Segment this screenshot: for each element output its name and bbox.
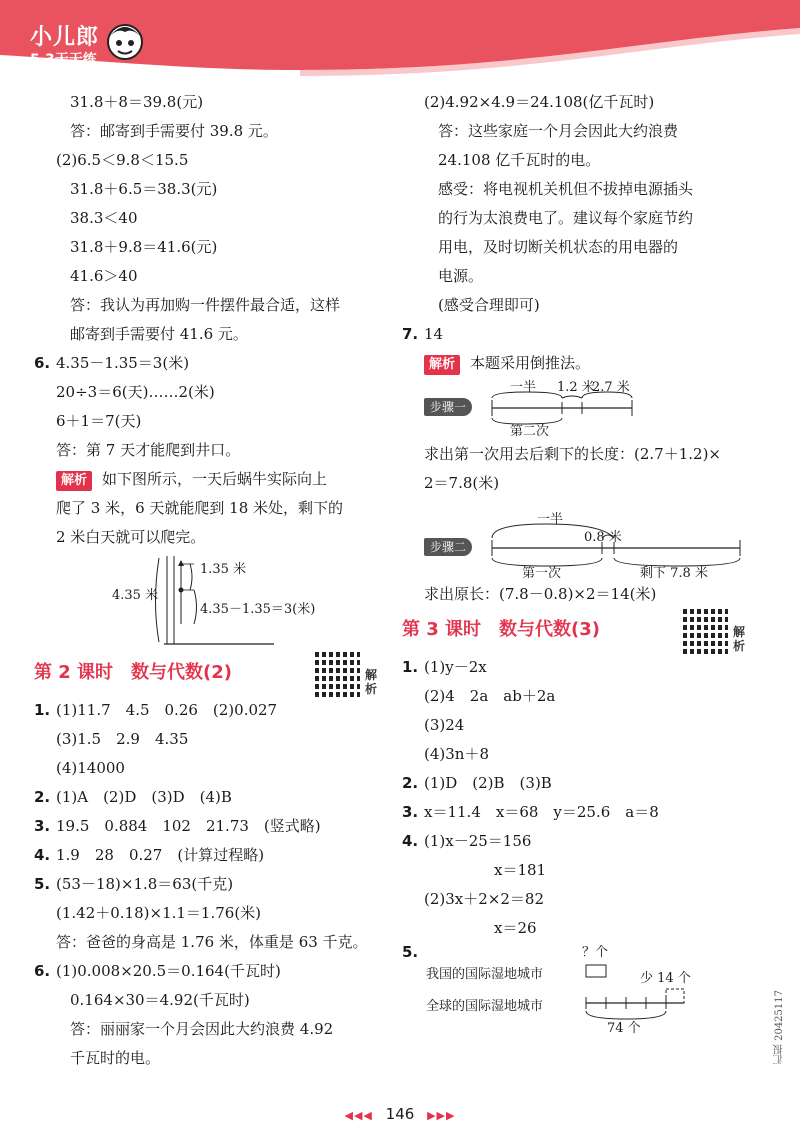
answer-line: (3)1.5 2.9 4.35: [56, 730, 189, 748]
half-label: 一半: [537, 512, 564, 527]
amount-label: 2.7 米: [592, 380, 630, 395]
answer-line: (4)14000: [56, 759, 125, 777]
answer-line: (4)3n＋8: [424, 745, 489, 763]
answer-line: (2)3x＋2×2＝82: [424, 890, 544, 908]
answer-line: 电源。: [438, 267, 484, 285]
answer-line: x＝11.4 x＝68 y＝25.6 a＝8: [424, 803, 659, 821]
answer-line: 14: [424, 325, 444, 343]
answer-line: 38.3＜40: [70, 209, 138, 227]
mascot-icon: [104, 18, 146, 68]
answer-line: (1)11.7 4.5 0.26 (2)0.027: [56, 701, 278, 719]
answer-line: 答：第 7 天才能爬到井口。: [56, 441, 241, 459]
well-depth-label: 4.35 米: [112, 588, 159, 603]
page-footer: [0, 1105, 800, 1123]
qr-code-icon[interactable]: [680, 609, 728, 657]
section-3-heading: 第 3 课时 数与代数(3): [402, 619, 601, 640]
step2-diagram: [402, 498, 770, 580]
row-label-global: 全球的国际湿地城市: [426, 999, 544, 1014]
amount-label: 1.2 米: [557, 380, 595, 395]
answer-line: 求出原长：(7.8－0.8)×2＝14(米): [424, 585, 657, 603]
brand-logo: [30, 20, 99, 69]
answer-line: 答：这些家庭一个月会因此大约浪费: [438, 122, 679, 140]
question-number: 5.: [34, 875, 51, 893]
answer-line: 31.8＋9.8＝41.6(元): [70, 238, 218, 256]
answer-line: (1.42＋0.18)×1.1＝1.76(米): [56, 904, 262, 922]
half-label: 一半: [510, 380, 537, 395]
analysis-text: 本题采用倒推法。: [470, 354, 591, 372]
side-code: 汇报 20425117: [774, 990, 785, 1065]
page-header: [0, 0, 800, 78]
first-use-label: 第一次: [522, 566, 562, 581]
question-number: 3.: [402, 803, 419, 821]
answer-line: (感受合理即可): [438, 296, 540, 314]
section-title-2: [34, 656, 379, 696]
question-number: 5.: [402, 943, 419, 961]
answer-line: 的行为太浪费电了。建议每个家庭节约: [438, 209, 694, 227]
answer-line: (1)x－25＝156: [424, 832, 532, 850]
qr-label: 解析: [365, 668, 378, 696]
page-number: 146: [385, 1105, 415, 1123]
answer-line: 24.108 亿千瓦时的电。: [438, 151, 601, 169]
answer-line: 用电，及时切断关机状态的用电器的: [438, 238, 679, 256]
answer-line: x＝181: [494, 861, 547, 879]
wetland-diagram: [402, 943, 770, 1036]
answer-line: 20÷3＝6(天)……2(米): [56, 383, 215, 401]
answer-line: 答：我认为再加购一件摆件最合适，这样: [70, 296, 341, 314]
row-label-china: 我国的国际湿地城市: [426, 967, 544, 982]
right-column: [402, 88, 770, 1036]
answer-line: 31.8＋6.5＝38.3(元): [70, 180, 218, 198]
section-title-3: [402, 613, 770, 653]
question-number: 7.: [402, 325, 419, 343]
answer-line: 答：邮寄到手需要付 39.8 元。: [70, 122, 278, 140]
answer-line: 19.5 0.884 102 21.73 (竖式略): [56, 817, 321, 835]
answer-line: (2)4.92×4.9＝24.108(亿千瓦时): [424, 93, 655, 111]
question-number: 2.: [402, 774, 419, 792]
answer-line: 感受：将电视机关机但不拔掉电源插头: [438, 180, 694, 198]
step1-tag: 步骤一: [424, 398, 472, 416]
answer-line: (3)24: [424, 716, 465, 734]
answer-line: (1)D (2)B (3)B: [424, 774, 552, 792]
question-number: 4.: [34, 846, 51, 864]
left-column: [34, 88, 379, 1073]
answer-line: 6＋1＝7(天): [56, 412, 142, 430]
unknown-label: ？个: [582, 945, 609, 960]
answer-line: (1)y－2x: [424, 658, 487, 676]
answer-line: (2)6.5＜9.8＜15.5: [56, 151, 189, 169]
amount-label: 0.8 米: [584, 530, 622, 545]
second-use-label: 第二次: [510, 424, 550, 439]
logo-title: 小儿郎: [30, 25, 100, 50]
analysis-text: 爬了 3 米，6 天就能爬到 18 米处，剩下的: [56, 499, 344, 517]
analysis-text: 2 米白天就可以爬完。: [56, 528, 206, 546]
answer-line: (53－18)×1.8＝63(千克): [56, 875, 234, 893]
next-arrows-icon: ▶▶▶: [427, 1109, 456, 1122]
step1-diagram: [402, 378, 770, 439]
answer-line: 0.164×30＝4.92(千瓦时): [70, 991, 250, 1009]
answer-line: 求出第一次用去后剩下的长度：(2.7＋1.2)×: [424, 445, 721, 463]
answer-line: x＝26: [494, 919, 537, 937]
answer-line: 邮寄到手需要付 41.6 元。: [70, 325, 248, 343]
question-number: 3.: [34, 817, 51, 835]
analysis-tag: 解析: [56, 471, 92, 491]
answer-line: 1.9 28 0.27 (计算过程略): [56, 846, 265, 864]
slide-label: 1.35 米: [200, 562, 247, 577]
answer-line: (2)4 2a ab＋2a: [424, 687, 556, 705]
total-label: 74 个: [607, 1021, 641, 1036]
answer-line: 31.8＋8＝39.8(元): [70, 93, 204, 111]
answer-line: 答：爸爸的身高是 1.76 米，体重是 63 千克。: [56, 933, 368, 951]
question-number: 6.: [34, 354, 51, 372]
remaining-label: 剩下 7.8 米: [640, 566, 708, 581]
answer-line: 千瓦时的电。: [70, 1049, 161, 1067]
section-2-heading: 第 2 课时 数与代数(2): [34, 662, 233, 683]
climb-label: 4.35－1.35＝3(米): [200, 602, 316, 617]
question-number: 4.: [402, 832, 419, 850]
question-number: 2.: [34, 788, 51, 806]
qr-code-icon[interactable]: [312, 652, 360, 700]
question-number: 1.: [402, 658, 419, 676]
logo-subtitle: 5·3天天练: [30, 52, 97, 68]
analysis-text: 如下图所示，一天后蜗牛实际向上: [102, 470, 328, 488]
answer-line: 4.35－1.35＝3(米): [56, 354, 190, 372]
analysis-tag: 解析: [424, 355, 460, 375]
answer-line: (1)0.008×20.5＝0.164(千瓦时): [56, 962, 281, 980]
answer-line: 答：丽丽家一个月会因此大约浪费 4.92: [70, 1020, 334, 1038]
answer-line: 41.6＞40: [70, 267, 138, 285]
answer-line: (1)A (2)D (3)D (4)B: [56, 788, 232, 806]
difference-label: 少 14 个: [640, 971, 691, 986]
step2-tag: 步骤二: [424, 538, 472, 556]
answer-line: 2＝7.8(米): [424, 474, 500, 492]
prev-arrows-icon: ◀◀◀: [344, 1109, 373, 1122]
question-number: 6.: [34, 962, 51, 980]
qr-label: 解析: [733, 625, 746, 653]
question-number: 1.: [34, 701, 51, 719]
well-diagram: [34, 552, 379, 652]
